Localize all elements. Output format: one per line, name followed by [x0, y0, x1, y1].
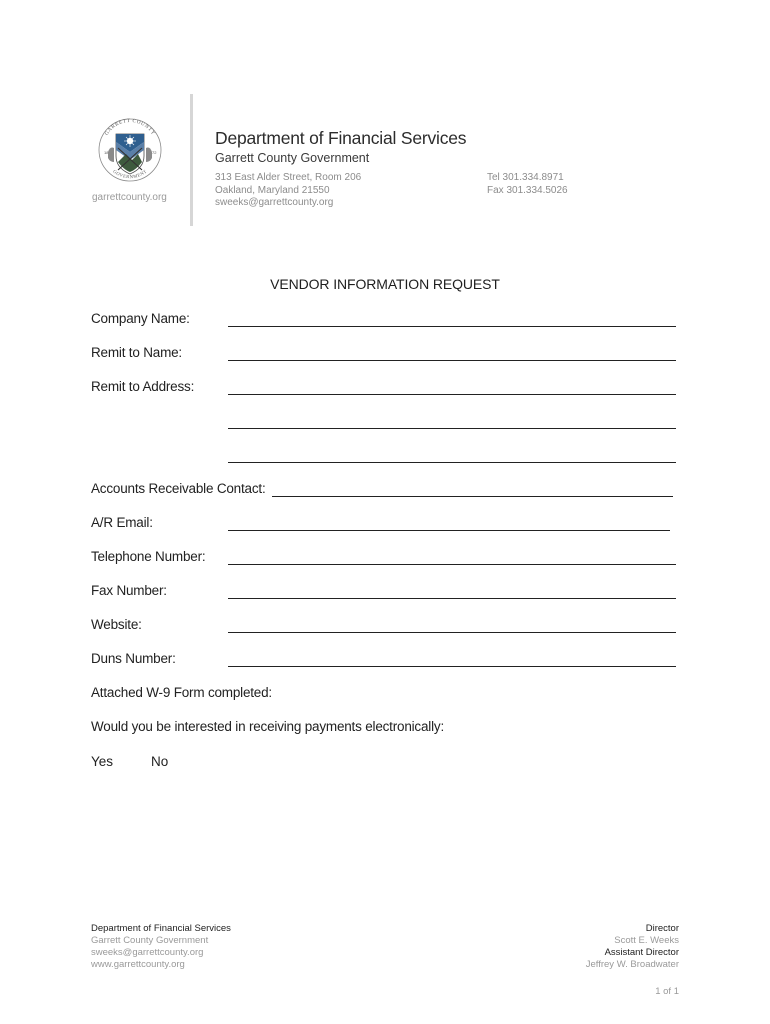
ar-email-label: A/R Email: — [91, 515, 153, 530]
seal-year-right: 72 — [152, 150, 157, 155]
remit-name-label: Remit to Name: — [91, 345, 182, 360]
seal-top-text: GARRETT COUNTY — [103, 117, 157, 137]
telephone-label: Telephone Number: — [91, 549, 206, 564]
footer-email[interactable]: sweeks@garrettcounty.org — [91, 947, 204, 958]
address-line-email[interactable]: sweeks@garrettcounty.org — [215, 197, 334, 208]
remit-address-label: Remit to Address: — [91, 379, 195, 394]
letterhead-website[interactable]: garrettcounty.org — [92, 192, 167, 203]
website-field-line[interactable] — [228, 632, 676, 633]
form-title: VENDOR INFORMATION REQUEST — [270, 276, 500, 292]
company-name-label: Company Name: — [91, 311, 190, 326]
footer-contact — [91, 923, 231, 971]
letterhead-divider — [190, 94, 193, 226]
ar-contact-label: Accounts Receivable Contact: — [91, 481, 266, 496]
seal-year-left: 18 — [104, 150, 109, 155]
department-phone — [487, 172, 568, 197]
footer-dept: Department of Financial Services — [91, 923, 231, 934]
department-title: Department of Financial Services — [215, 128, 467, 148]
address-line-street: 313 East Alder Street, Room 206 — [215, 172, 362, 183]
fax-field-line[interactable] — [228, 598, 676, 599]
footer-website[interactable]: www.garrettcounty.org — [91, 959, 185, 970]
telephone-field-line[interactable] — [228, 564, 676, 565]
county-seal-logo — [96, 112, 164, 188]
website-label: Website: — [91, 617, 142, 632]
duns-field-line[interactable] — [228, 666, 676, 667]
remit-address-field-line-1[interactable] — [228, 394, 676, 395]
electronic-payments-question: Would you be interested in receiving payments electronically: — [91, 719, 444, 734]
department-address — [215, 172, 361, 210]
w9-label: Attached W-9 Form completed: — [91, 685, 272, 700]
footer-staff — [586, 923, 679, 971]
fax-label: Fax Number: — [91, 583, 167, 598]
phone-line-tel: Tel 301.334.8971 — [487, 172, 564, 183]
ar-contact-field-line[interactable] — [272, 496, 673, 497]
footer-assistant-name: Jeffrey W. Broadwater — [585, 959, 679, 970]
address-line-city: Oakland, Maryland 21550 — [215, 184, 330, 196]
footer-gov: Garrett County Government — [91, 935, 209, 946]
footer-director-name: Scott E. Weeks — [614, 935, 679, 946]
footer-director-title: Director — [645, 923, 679, 934]
remit-address-field-line-3[interactable] — [228, 462, 676, 463]
footer-assistant-title: Assistant Director — [604, 947, 679, 958]
page-number: 1 of 1 — [655, 986, 679, 997]
seal-bottom-text: GOVERNMENT — [112, 168, 148, 180]
ar-email-field-line[interactable] — [228, 530, 670, 531]
department-subtitle: Garrett County Government — [215, 151, 370, 165]
remit-name-field-line[interactable] — [228, 360, 676, 361]
remit-address-field-line-2[interactable] — [228, 428, 676, 429]
duns-label: Duns Number: — [91, 651, 176, 666]
company-name-field-line[interactable] — [228, 326, 676, 327]
phone-line-fax: Fax 301.334.5026 — [487, 184, 568, 196]
yes-option[interactable]: Yes — [91, 754, 114, 769]
no-option[interactable]: No — [151, 754, 169, 769]
